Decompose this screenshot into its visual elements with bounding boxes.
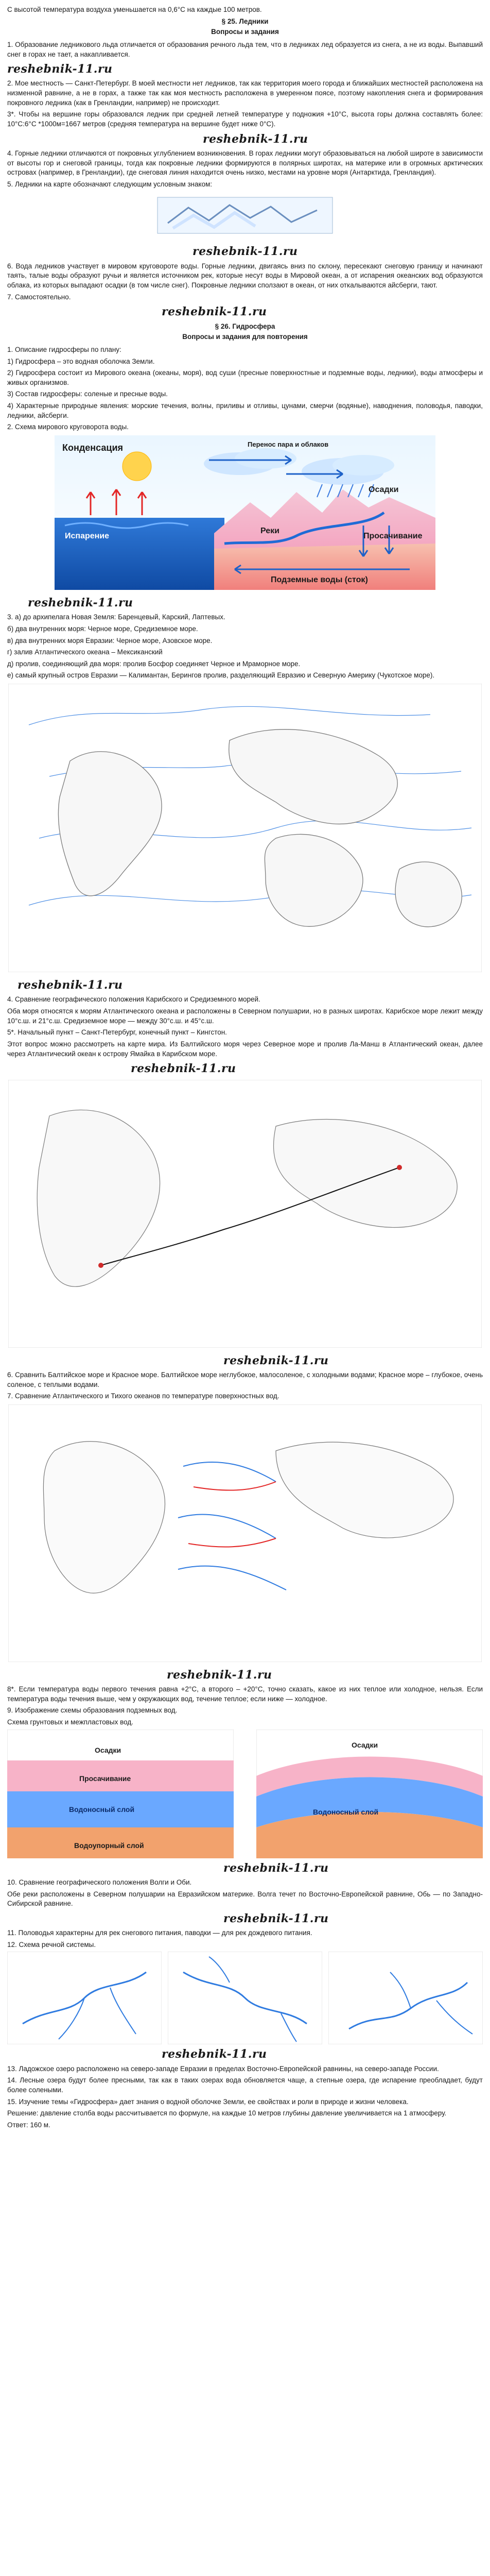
river-system-figure-1: [7, 1952, 162, 2044]
paragraph-5: 5. Ледники на карте обозначают следующим условным знаком:: [7, 180, 213, 188]
label-precipitation: Осадки: [369, 485, 399, 494]
water-cycle-diagram: [55, 435, 435, 590]
paragraph-11: 4. Сравнение географического положения Карибского и Средиземного морей.: [7, 995, 260, 1004]
paragraph-10: 3. а) до архипелага Новая Земля: Баренцевый, Карский, Лаптевых.: [7, 613, 225, 621]
svg-text:Водоносный слой: Водоносный слой: [69, 1805, 135, 1814]
section-title: § 25. Ледники: [221, 17, 269, 25]
ocean-area: [55, 518, 224, 590]
route-map-figure: [8, 1080, 482, 1348]
watermark: reshebnik-11.ru: [28, 596, 133, 609]
paragraph-9: 2. Схема мирового круговорота воды.: [7, 423, 129, 431]
paragraph-17a: Обе реки расположены в Северном полушарии на Евразийском материке. Волга течет по Восточно-Европейской равнине, Обь — по Западно-Сибирской равнине.: [7, 1890, 483, 1908]
watermark: reshebnik-11.ru: [162, 2047, 267, 2061]
label-evaporation: Испарение: [65, 531, 110, 540]
paragraph-10d: д) пролив, соединяющий два моря: пролив Босфор соединяет Черное и Мраморное море.: [7, 659, 301, 668]
paragraph-8a: 1) Гидросфера – это водная оболочка Земли.: [7, 357, 155, 365]
paragraph-3: 3*. Чтобы на вершине горы образовался ледник при средней летней температуре у подножия +10°С, высота горы должна составлять более: 10°С:6°С *1000м=1667 метров (средняя температура на вершине будет ниже 0°С).: [7, 110, 483, 128]
groundwater-figures-row: [7, 1730, 483, 1858]
river-system-figures-row: [7, 1952, 483, 2044]
paragraph-10b: в) два внутренних моря Евразии: Черное море, Азовское море.: [7, 636, 213, 645]
document-body: [0, 5, 490, 2130]
paragraph-15: 8*. Если температура воды первого течения равна +2°С, а второго – +20°С, точно сказать, какое из них теплое или холодное, нельзя. Если температура воды течения выше, чем у окружающих вод, течение теплое; если ниже — холодное.: [7, 1685, 483, 1703]
label-vapor-transfer: Перенос пара и облаков: [248, 440, 329, 448]
watermark: reshebnik-11.ru: [203, 132, 308, 146]
paragraph-16a: Схема грунтовых и межпластовых вод.: [7, 1718, 133, 1726]
svg-text:Осадки: Осадки: [352, 1740, 378, 1749]
paragraph-7: 7. Самостоятельно.: [7, 293, 71, 301]
paragraph-11a: Оба моря относятся к морям Атлантического океана и расположены в Северном полушарии, но в разных широтах. Карибское море лежит между 10°с.ш. и 21°с.ш. Средиземное море — между 30°с.ш. и 45°с.ш.: [7, 1007, 483, 1025]
label-condensation: Конденсация: [62, 442, 124, 453]
watermark: reshebnik-11.ru: [162, 305, 267, 319]
river-system-figure-3: [328, 1952, 483, 2044]
svg-text:Осадки: Осадки: [95, 1745, 121, 1754]
watermark: reshebnik-11.ru: [18, 978, 123, 992]
paragraph-8d: 4) Характерные природные явления: морские течения, волны, приливы и отливы, цунами, смерчи (водяные), наводнения, половодья, паводки, ледники, айсберги.: [7, 402, 483, 419]
paragraph-18: 11. Половодья характерны для рек снегового питания, паводки — для рек дождевого питания.: [7, 1929, 312, 1937]
label-rivers: Реки: [260, 526, 280, 535]
paragraph-23: Решение: давление столба воды рассчитывается по формуле, на каждые 10 метров глубины давление увеличивается на 1 атмосферу.: [7, 2109, 447, 2117]
interstratal-water-diagram: [256, 1730, 483, 1858]
paragraph-8c: 3) Состав гидросферы: соленые и пресные воды.: [7, 390, 168, 398]
paragraph-21: 14. Лесные озера будут более пресными, так как в таких озерах вода обновляется чаще, а степные озера, где испарение преобладает, будут более солеными.: [7, 2076, 483, 2094]
watermark: reshebnik-11.ru: [192, 245, 298, 259]
route-start: [397, 1165, 402, 1170]
watermark: reshebnik-11.ru: [7, 62, 113, 76]
svg-text:Просачивание: Просачивание: [79, 1774, 131, 1783]
paragraph-10a: б) два внутренних моря: Черное море, Средиземное море.: [7, 624, 198, 633]
watermark: reshebnik-11.ru: [223, 1353, 329, 1367]
paragraph-14: 7. Сравнение Атлантического и Тихого океанов по температуре поверхностных вод.: [7, 1392, 279, 1400]
section2-subtitle: Вопросы и задания для повторения: [182, 333, 308, 341]
paragraph-19: 12. Схема речной системы.: [7, 1940, 96, 1948]
watermark: reshebnik-11.ru: [223, 1911, 329, 1925]
paragraph-8: 1. Описание гидросферы по плану:: [7, 345, 121, 353]
groundwater-diagram: [7, 1730, 234, 1858]
label-groundwater: Подземные воды (сток): [271, 575, 368, 584]
ocean-currents-map: [8, 1404, 482, 1662]
glacier-map-symbol: [152, 192, 338, 239]
paragraph-10e: е) самый крупный остров Евразии — Калимантан, Берингов пролив, разделяющий Евразию и Северную Америку (Чукотское море).: [7, 671, 435, 680]
route-end: [98, 1263, 103, 1268]
bottom-note: Ответ: 160 м.: [7, 2121, 50, 2129]
paragraph-13: 6. Сравнить Балтийское море и Красное море. Балтийское море неглубокое, малосоленое, с холодными водами; Красное море – глубокое, очень соленое, с теплыми водами.: [7, 1370, 483, 1388]
label-infiltration: Просачивание: [363, 531, 423, 540]
watermark: reshebnik-11.ru: [167, 1668, 272, 1682]
paragraph-6: 6. Вода ледников участвует в мировом круговороте воды. Горные ледники, двигаясь вниз по склону, пересекают снеговую границу и начинают таять, талые воды образуют ручьи и является источником рек, которые несут воды в Мировой океан, а от испарения океанских вод образуются облака, из которых выпадают осадки (в том числе снег). Покровные ледники сползают в океан, от них откалываются айсберги, тают.: [7, 262, 483, 290]
paragraph-20: 13. Ладожское озеро расположено на северо-западе Евразии в пределах Восточно-Европейской равнины, на северо-западе России.: [7, 2064, 439, 2073]
sun-icon: [122, 452, 151, 481]
paragraph-12: 5*. Начальный пункт – Санкт-Петербург, конечный пункт – Кингстон.: [7, 1028, 227, 1037]
paragraph-1: 1. Образование ледникового льда отличается от образования речного льда тем, что в ледниках лед образуется из снега, а не из воды. Выпавший снег в горах не тает, а накапливается.: [7, 40, 483, 58]
river-system-figure-2: [168, 1952, 322, 2044]
top-note: С высотой температура воздуха уменьшается на 0,6°С на каждые 100 метров.: [7, 6, 262, 13]
lower-layer: [256, 1812, 483, 1858]
paragraph-8b: 2) Гидросфера состоит из Мирового океана (океаны, моря), вод суши (пресные поверхностные и подземные воды, ледники), воды атмосферы и живых организмов.: [7, 369, 483, 386]
section2-title: § 26. Гидросфера: [215, 322, 275, 330]
paragraph-12a: Этот вопрос можно рассмотреть на карте мира. Из Балтийского моря через Северное море и пролив Ла-Манш в Атлантический океан, далее через Атлантический океан к острову Ямайка в Карибском море.: [7, 1040, 483, 1058]
svg-text:Водоносный слой: Водоносный слой: [313, 1807, 379, 1816]
world-map-figure: [8, 684, 482, 972]
paragraph-2: 2. Мое местность — Санкт-Петербург. В моей местности нет ледников, так как территория моего города и ближайших местностей расположена на низменной равнине, а не в горах, а также так как моя местность расположена в умеренном поясе, поэтому накопления снега и формирования покровного ледника (как в Гренландии, например) не происходит.: [7, 79, 483, 107]
watermark: reshebnik-11.ru: [131, 1062, 236, 1076]
svg-text:Водоупорный слой: Водоупорный слой: [74, 1841, 144, 1850]
paragraph-4: 4. Горные ледники отличаются от покровных углублением возникновения. В горах ледники могут образовываться на любой широте в зависимости от высоты гор и снеговой границы, тогда как покровные ледники формируются в полярных широтах, на материке или в огромных арктических островах (например, в Гренландии), где снеговая линия находится очень низко, местами на уровне моря (Антарктида, Гренландия).: [7, 149, 483, 177]
paragraph-17: 10. Сравнение географического положения Волги и Оби.: [7, 1878, 192, 1886]
paragraph-16: 9. Изображение схемы образования подземных вод.: [7, 1706, 178, 1715]
section-subtitle: Вопросы и задания: [211, 28, 279, 36]
watermark: reshebnik-11.ru: [223, 1861, 329, 1875]
paragraph-22: 15. Изучение темы «Гидросфера» дает знания о водной оболочке Земли, ее свойствах и роли в природе и жизни человека.: [7, 2097, 409, 2106]
paragraph-10c: г) залив Атлантического океана – Мексиканский: [7, 648, 163, 656]
